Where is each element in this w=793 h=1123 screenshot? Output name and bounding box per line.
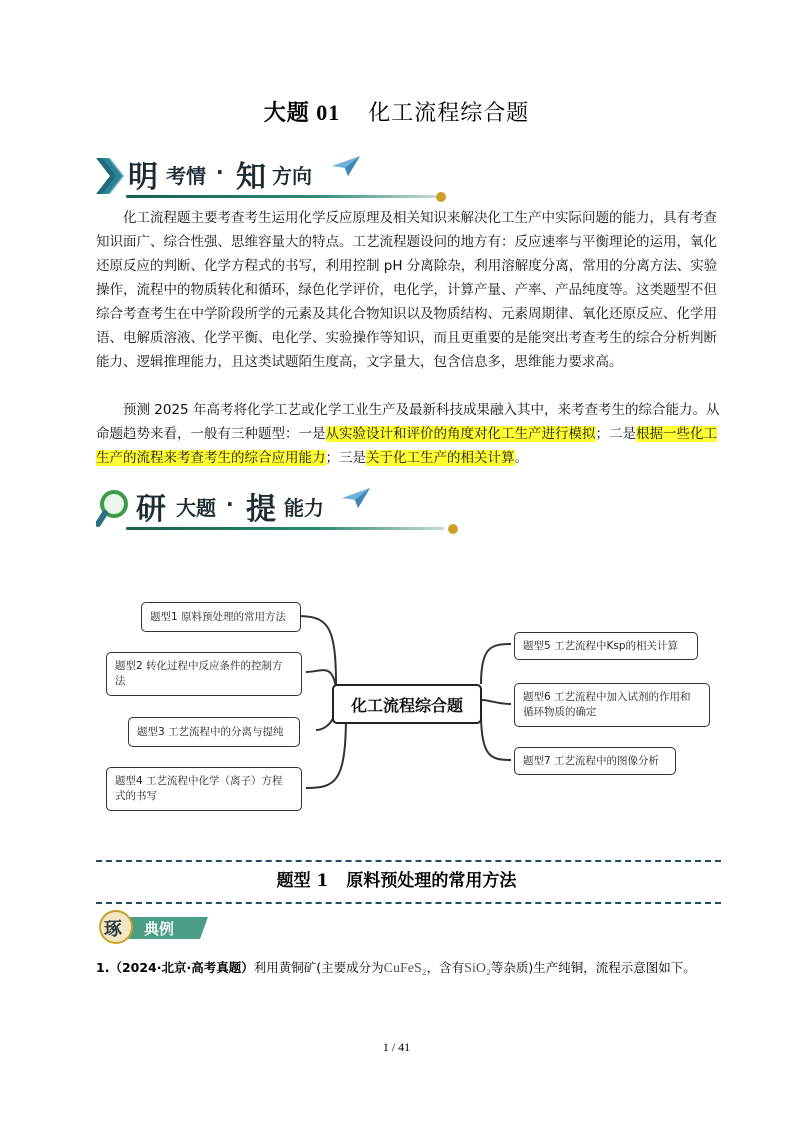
banner-dot: · <box>226 492 234 516</box>
badge-seal-char: 琢 <box>104 919 122 940</box>
section-label: 题型 1 <box>276 871 329 891</box>
banner-small-text: 能力 <box>284 496 324 520</box>
mind-map <box>96 592 726 820</box>
question-text: 利用黄铜矿(主要成分为 <box>253 960 384 975</box>
forecast-text: ；三是 <box>325 450 366 466</box>
badge-label: 典例 <box>144 920 175 938</box>
question-text: 等杂质)生产纯铜，流程示意图如下。 <box>490 960 696 975</box>
banner-underline <box>126 527 444 530</box>
page-title <box>0 96 793 127</box>
section-divider-bottom <box>96 902 721 904</box>
intro-paragraph: 化工流程题主要考查考生运用化学反应原理及相关知识来解决化工生产中实际问题的能力，具有考查知识面广、综合性强、思维容量大的特点。工艺流程题设问的地方有：反应速率与平衡理论的运用，氧化还原反应的判断、化学方程式的书写，利用控制 pH 分离除杂，利用溶解度分离，常用的分离方法、实验操作，流程中的物质转化和循环，绿色化学评价，电化学，计算产量、产率、产品纯度等。这类题型不但综合考查考生在中学阶段所学的元素及其化合物知识以及物质结构、元素周期律、氧化还原反应、化学用语、电解质溶液、化学平衡、电化学、实验操作等知识，而且更重要的是能突出考查考生的综合分析判断能力、逻辑推理能力，且这类试题陌生度高，文字量大，包含信息多，思维能力要求高。 <box>96 210 718 370</box>
banner-kaoqing <box>96 150 456 200</box>
paper-plane-icon <box>332 156 360 176</box>
mind-node-type5: 题型5 工艺流程中Ksp的相关计算 <box>514 632 698 660</box>
highlight-type1: 从实验设计和评价的角度对化工生产进行模拟 <box>325 426 596 442</box>
question-text: ，含有 <box>426 960 465 975</box>
question-number: 1. <box>96 960 110 975</box>
banner-small-text: 大题 <box>176 496 216 520</box>
mind-node-type7: 题型7 工艺流程中的图像分析 <box>514 747 676 775</box>
chevron-icon <box>96 154 126 198</box>
page-number: 1 / 41 <box>382 1040 411 1054</box>
forecast-text: 预测 2025 年高考将化学工艺或化学工业生产及最新科技成果融入其中，来考查考生的综合能力。从命题趋势来看，一般有三种题型：一是 <box>96 402 720 442</box>
question-1 <box>96 958 756 977</box>
forecast-text: ；二是 <box>595 426 636 442</box>
banner-underline <box>126 195 436 198</box>
banner-big-char: 研 <box>136 492 166 527</box>
mind-node-type4: 题型4 工艺流程中化学（离子）方程式的书写 <box>106 767 302 811</box>
banner-dot-mark <box>436 192 446 202</box>
forecast-text: 。 <box>514 450 528 466</box>
banner-big-char: 明 <box>128 160 158 195</box>
forecast-paragraph <box>96 398 726 470</box>
highlight-type2: 根据一些化工生产的流程来考查考生的综合应用能力 <box>96 426 717 466</box>
mind-node-type3: 题型3 工艺流程中的分离与提纯 <box>128 717 300 747</box>
banner-big-char: 知 <box>236 160 266 195</box>
highlight-type3: 关于化工生产的相关计算 <box>366 450 515 466</box>
formula-sio2: SiO₂ <box>464 961 491 976</box>
mind-node-type6: 题型6 工艺流程中加入试剂的作用和循环物质的确定 <box>514 683 710 727</box>
mind-node-type1: 题型1 原料预处理的常用方法 <box>141 602 301 632</box>
title-text: 化工流程综合题 <box>368 101 530 126</box>
title-number: 大题 01 <box>263 100 341 125</box>
example-badge <box>96 910 216 944</box>
mind-node-type2: 题型2 转化过程中反应条件的控制方法 <box>106 652 302 696</box>
section-text: 原料预处理的常用方法 <box>346 871 517 891</box>
banner-small-text: 方向 <box>272 164 312 188</box>
paper-plane-icon <box>342 488 370 508</box>
section-heading <box>0 866 793 891</box>
banner-nengli <box>96 482 466 532</box>
banner-dot: · <box>216 160 224 184</box>
banner-small-text: 考情 <box>166 164 206 188</box>
banner-dot-mark <box>448 524 458 534</box>
mind-center-node: 化工流程综合题 <box>332 684 482 724</box>
magnifier-icon <box>96 488 130 528</box>
formula-cufes2: CuFeS₂ <box>383 961 427 976</box>
section-divider-top <box>96 860 721 862</box>
question-source: （2024·北京·高考真题） <box>109 960 254 975</box>
banner-big-char: 提 <box>246 492 276 527</box>
